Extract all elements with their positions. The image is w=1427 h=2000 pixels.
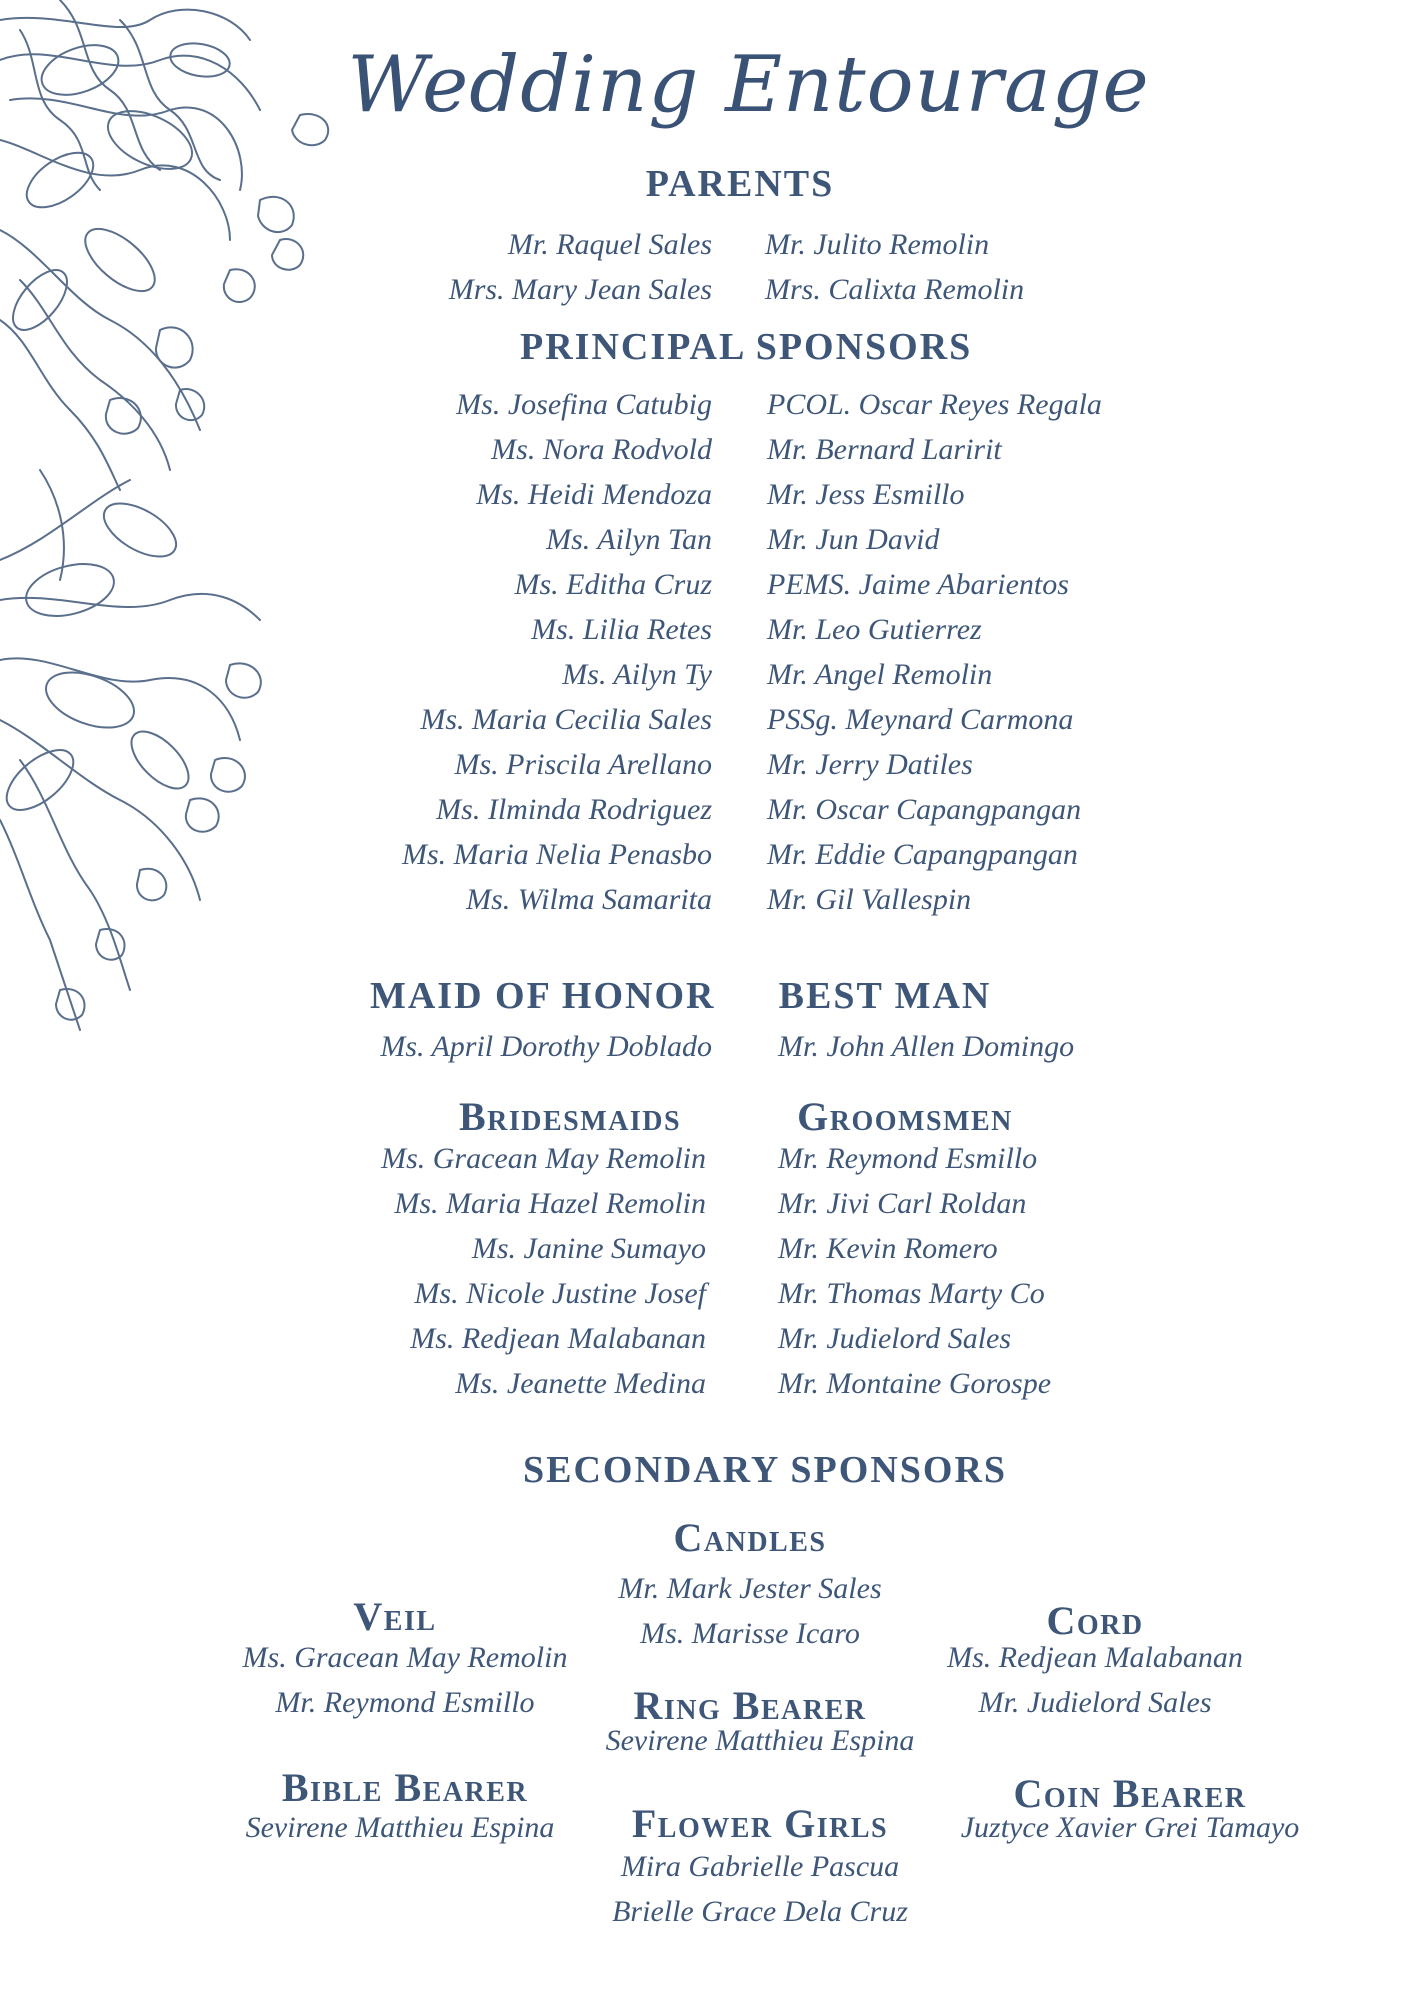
list-item: PEMS. Jaime Abarientos (767, 568, 1069, 601)
coin-bearer-name: Juztyce Xavier Grei Tamayo (960, 1811, 1300, 1844)
list-item: Mr. Eddie Capangpangan (767, 838, 1078, 871)
list-item: Mr. Reymond Esmillo (778, 1142, 1038, 1175)
list-item: Ms. Editha Cruz (514, 568, 712, 601)
bridesmaids-heading: Bridesmaids (458, 1094, 682, 1139)
list-item: Mr. Jerry Datiles (767, 748, 973, 781)
list-item: Ms. Nicole Justine Josef (414, 1277, 706, 1310)
list-item: Ms. Priscila Arellano (454, 748, 712, 781)
parents-groom-side (765, 222, 1165, 312)
maid-of-honor-name: Ms. April Dorothy Doblado (380, 1030, 712, 1063)
list-item: Mrs. Mary Jean Sales (448, 273, 712, 306)
list-item: Ms. Redjean Malabanan (410, 1322, 706, 1355)
list-item: Ms. Maria Cecilia Sales (420, 703, 712, 736)
groomsmen-list (778, 1136, 1198, 1406)
list-item: Mr. Gil Vallespin (767, 883, 972, 916)
candles-list (550, 1566, 950, 1656)
list-item: Ms. Ailyn Ty (562, 658, 712, 691)
list-item: Ms. Lilia Retes (531, 613, 712, 646)
parents-heading: PARENTS (645, 163, 835, 205)
ring-bearer-name: Sevirene Matthieu Espina (605, 1724, 915, 1757)
coin-bearer-heading: Coin Bearer (1013, 1771, 1247, 1816)
cord-list (895, 1635, 1295, 1725)
flower-girls-list (560, 1844, 960, 1934)
list-item: Mr. Mark Jester Sales (618, 1572, 882, 1605)
candles-heading: Candles (673, 1515, 827, 1560)
list-item: Ms. Maria Hazel Remolin (394, 1187, 706, 1220)
list-item: Ms. Gracean May Remolin (381, 1142, 706, 1175)
cord-heading: Cord (1046, 1598, 1144, 1643)
list-item: Ms. Janine Sumayo (471, 1232, 706, 1265)
list-item: Ms. Ailyn Tan (546, 523, 712, 556)
principal-sponsors-left (300, 382, 712, 922)
list-item: PSSg. Meynard Carmona (767, 703, 1074, 736)
veil-list (205, 1635, 605, 1725)
list-item: Mr. Angel Remolin (767, 658, 993, 691)
list-item: Ms. Wilma Samarita (466, 883, 712, 916)
list-item: Mr. Raquel Sales (507, 228, 712, 261)
maid-of-honor-heading: MAID OF HONOR (370, 975, 716, 1017)
secondary-sponsors-heading: SECONDARY SPONSORS (522, 1449, 1008, 1491)
list-item: Ms. Jeanette Medina (455, 1367, 706, 1400)
list-item: Ms. Heidi Mendoza (476, 478, 712, 511)
list-item: Mr. Judielord Sales (978, 1686, 1212, 1719)
list-item: Brielle Grace Dela Cruz (612, 1895, 908, 1928)
list-item: Mr. Reymond Esmillo (275, 1686, 535, 1719)
list-item: Ms. Marisse Icaro (640, 1617, 860, 1650)
principal-sponsors-heading: PRINCIPAL SPONSORS (520, 326, 973, 368)
list-item: Mr. Jivi Carl Roldan (778, 1187, 1027, 1220)
list-item: Mr. Montaine Gorospe (778, 1367, 1052, 1400)
list-item: Mr. Thomas Marty Co (778, 1277, 1045, 1310)
list-item: Ms. Nora Rodvold (491, 433, 712, 466)
list-item: Mira Gabrielle Pascua (620, 1850, 900, 1883)
list-item: Ms. Maria Nelia Penasbo (402, 838, 712, 871)
list-item: Mrs. Calixta Remolin (765, 273, 1025, 306)
list-item: Mr. Leo Gutierrez (767, 613, 982, 646)
best-man-heading: BEST MAN (778, 975, 992, 1017)
ring-bearer-heading: Ring Bearer (633, 1683, 867, 1728)
list-item: Mr. Jun David (767, 523, 940, 556)
bridesmaids-list (300, 1136, 706, 1406)
list-item: Ms. Ilminda Rodriguez (436, 793, 712, 826)
floral-decoration-icon (0, 0, 340, 1050)
bible-bearer-heading: Bible Bearer (281, 1765, 529, 1810)
page-title: Wedding Entourage (347, 40, 1150, 130)
list-item: Mr. Jess Esmillo (767, 478, 965, 511)
list-item: Mr. Julito Remolin (765, 228, 990, 261)
list-item: Ms. Redjean Malabanan (947, 1641, 1243, 1674)
flower-girls-heading: Flower Girls (631, 1801, 889, 1846)
list-item: Mr. Judielord Sales (778, 1322, 1012, 1355)
groomsmen-heading: Groomsmen (797, 1094, 1013, 1139)
list-item: Mr. Oscar Capangpangan (767, 793, 1082, 826)
list-item: Mr. Kevin Romero (778, 1232, 998, 1265)
list-item: Ms. Josefina Catubig (456, 388, 712, 421)
principal-sponsors-right (767, 382, 1187, 922)
veil-heading: Veil (353, 1594, 437, 1639)
list-item: Mr. Bernard Laririt (767, 433, 1002, 466)
list-item: PCOL. Oscar Reyes Regala (767, 388, 1102, 421)
bible-bearer-name: Sevirene Matthieu Espina (245, 1811, 555, 1844)
parents-bride-side (300, 222, 712, 312)
list-item: Ms. Gracean May Remolin (242, 1641, 568, 1674)
best-man-name: Mr. John Allen Domingo (778, 1030, 1075, 1063)
